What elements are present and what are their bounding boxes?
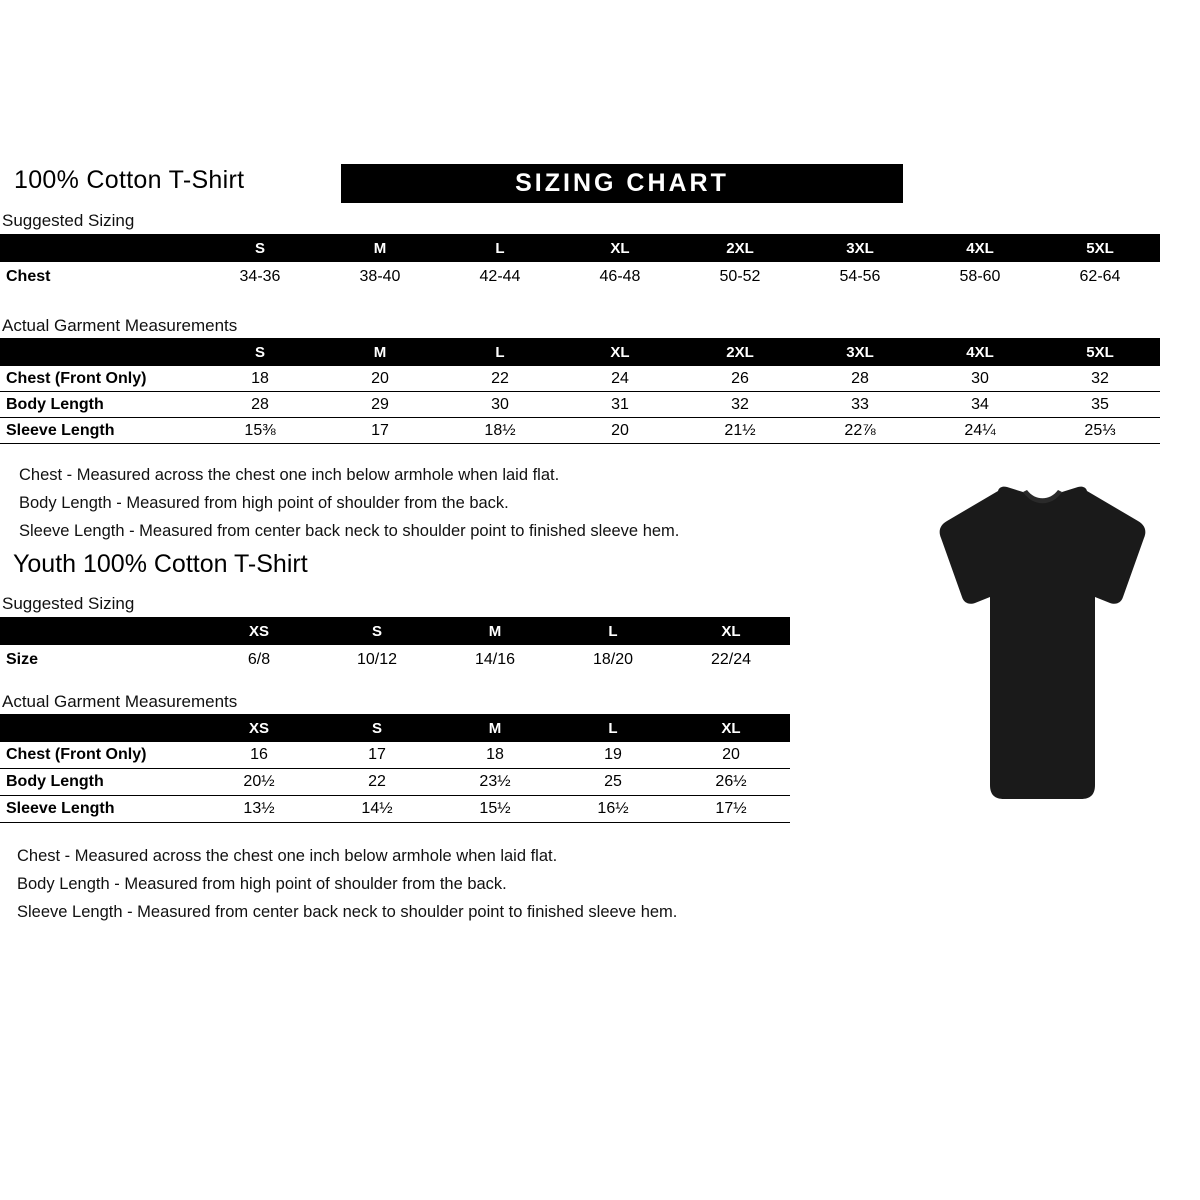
table-header-cell: S bbox=[318, 617, 436, 645]
table-header-cell: XS bbox=[200, 617, 318, 645]
youth-measurement-notes bbox=[17, 842, 677, 926]
table-header-row bbox=[0, 234, 1160, 262]
table-cell: 15½ bbox=[436, 796, 554, 823]
table-cell: 28 bbox=[200, 392, 320, 418]
table-cell: 30 bbox=[920, 366, 1040, 392]
sizing-chart-banner-text: SIZING CHART bbox=[515, 169, 729, 197]
table-header-cell: M bbox=[436, 617, 554, 645]
table-header-cell: 3XL bbox=[800, 234, 920, 262]
tshirt-illustration bbox=[895, 485, 1190, 815]
row-label: Chest (Front Only) bbox=[0, 742, 200, 769]
table-cell: 6/8 bbox=[247, 651, 271, 668]
table-cell: 25 bbox=[554, 769, 672, 796]
table-header-cell bbox=[0, 617, 200, 645]
table-cell: 14½ bbox=[318, 796, 436, 823]
table-header-cell: XL bbox=[560, 338, 680, 366]
youth-actual-measurements-table bbox=[0, 714, 790, 823]
table-cell: 18½ bbox=[440, 418, 560, 444]
row-label: Sleeve Length bbox=[0, 796, 200, 823]
table-cell: 16½ bbox=[554, 796, 672, 823]
table-cell: 34 bbox=[920, 392, 1040, 418]
note-line: Sleeve Length - Measured from center back neck to shoulder point to finished sleeve hem. bbox=[17, 903, 678, 921]
table-header-cell bbox=[0, 714, 200, 742]
table-header-cell: XS bbox=[200, 714, 318, 742]
table-header-cell: XL bbox=[560, 234, 680, 262]
table-header-row bbox=[0, 714, 790, 742]
table-header-cell: 3XL bbox=[800, 338, 920, 366]
table-header-row bbox=[0, 338, 1160, 366]
table-header-cell bbox=[0, 338, 200, 366]
table-cell: 17½ bbox=[672, 796, 790, 823]
table-cell: 32 bbox=[1040, 366, 1160, 392]
table-header-cell: 4XL bbox=[920, 234, 1040, 262]
youth-actual-measurements-label: Actual Garment Measurements bbox=[2, 692, 238, 711]
table-row bbox=[0, 366, 1160, 392]
table-cell: 30 bbox=[440, 392, 560, 418]
table-row bbox=[0, 645, 790, 675]
table-header-cell: XL bbox=[672, 714, 790, 742]
table-cell: 46-48 bbox=[599, 268, 641, 285]
row-label: Chest bbox=[6, 268, 51, 285]
table-cell: 50-52 bbox=[719, 268, 761, 285]
table-cell: 19 bbox=[554, 742, 672, 769]
adult-section-title: 100% Cotton T-Shirt bbox=[14, 166, 245, 194]
table-header-cell: 2XL bbox=[680, 338, 800, 366]
table-row bbox=[0, 262, 1160, 292]
table-header-row bbox=[0, 617, 790, 645]
table-cell: 23½ bbox=[436, 769, 554, 796]
adult-suggested-sizing-table bbox=[0, 234, 1160, 292]
table-cell: 18 bbox=[200, 366, 320, 392]
table-header-cell bbox=[0, 234, 200, 262]
note-line: Chest - Measured across the chest one inch below armhole when laid flat. bbox=[17, 847, 558, 865]
table-cell: 20 bbox=[320, 366, 440, 392]
table-cell: 58-60 bbox=[959, 268, 1001, 285]
table-row bbox=[0, 769, 790, 796]
adult-suggested-sizing-label: Suggested Sizing bbox=[2, 211, 135, 230]
youth-suggested-sizing-label: Suggested Sizing bbox=[2, 594, 135, 613]
table-cell: 22/24 bbox=[710, 651, 752, 668]
table-cell: 18 bbox=[436, 742, 554, 769]
table-header-cell: 5XL bbox=[1040, 338, 1160, 366]
table-cell: 24¼ bbox=[920, 418, 1040, 444]
table-cell: 29 bbox=[320, 392, 440, 418]
table-header-cell: L bbox=[440, 234, 560, 262]
row-label: Chest (Front Only) bbox=[0, 366, 200, 392]
table-cell: 38-40 bbox=[359, 268, 401, 285]
table-cell: 62-64 bbox=[1079, 268, 1121, 285]
tshirt-icon bbox=[895, 485, 1190, 815]
table-cell: 21½ bbox=[680, 418, 800, 444]
row-label: Size bbox=[6, 651, 39, 668]
row-label: Sleeve Length bbox=[0, 418, 200, 444]
table-header-cell: 5XL bbox=[1040, 234, 1160, 262]
table-row bbox=[0, 796, 790, 823]
table-header-cell: S bbox=[200, 338, 320, 366]
table-header-cell: M bbox=[436, 714, 554, 742]
table-cell: 20 bbox=[560, 418, 680, 444]
table-cell: 14/16 bbox=[474, 651, 516, 668]
table-cell: 31 bbox=[560, 392, 680, 418]
table-header-cell: L bbox=[554, 617, 672, 645]
table-cell: 26 bbox=[680, 366, 800, 392]
note-line: Sleeve Length - Measured from center back neck to shoulder point to finished sleeve hem. bbox=[19, 522, 680, 540]
table-header-cell: M bbox=[320, 234, 440, 262]
table-cell: 22 bbox=[440, 366, 560, 392]
sizing-chart-banner bbox=[341, 164, 903, 203]
table-row bbox=[0, 742, 790, 769]
table-cell: 16 bbox=[200, 742, 318, 769]
table-cell: 13½ bbox=[200, 796, 318, 823]
table-cell: 25⅓ bbox=[1040, 418, 1160, 444]
table-cell: 34-36 bbox=[239, 268, 281, 285]
table-cell: 22 bbox=[318, 769, 436, 796]
table-cell: 32 bbox=[680, 392, 800, 418]
table-header-cell: M bbox=[320, 338, 440, 366]
table-cell: 10/12 bbox=[356, 651, 398, 668]
youth-suggested-sizing-table bbox=[0, 617, 790, 675]
table-cell: 17 bbox=[318, 742, 436, 769]
youth-section-title: Youth 100% Cotton T-Shirt bbox=[13, 550, 308, 578]
note-line: Chest - Measured across the chest one inch below armhole when laid flat. bbox=[19, 466, 560, 484]
table-header-cell: 4XL bbox=[920, 338, 1040, 366]
table-cell: 15⅜ bbox=[200, 418, 320, 444]
table-cell: 20 bbox=[672, 742, 790, 769]
table-header-cell: L bbox=[440, 338, 560, 366]
table-header-cell: 2XL bbox=[680, 234, 800, 262]
table-cell: 20½ bbox=[200, 769, 318, 796]
table-cell: 17 bbox=[320, 418, 440, 444]
adult-actual-measurements-table bbox=[0, 338, 1160, 444]
table-header-cell: S bbox=[200, 234, 320, 262]
row-label: Body Length bbox=[0, 769, 200, 796]
note-line: Body Length - Measured from high point of shoulder from the back. bbox=[17, 875, 507, 893]
table-cell: 28 bbox=[800, 366, 920, 392]
table-header-cell: L bbox=[554, 714, 672, 742]
table-cell: 54-56 bbox=[839, 268, 881, 285]
adult-actual-measurements-label: Actual Garment Measurements bbox=[2, 316, 238, 335]
table-cell: 33 bbox=[800, 392, 920, 418]
table-cell: 35 bbox=[1040, 392, 1160, 418]
table-cell: 24 bbox=[560, 366, 680, 392]
table-cell: 22⅞ bbox=[800, 418, 920, 444]
table-cell: 18/20 bbox=[592, 651, 634, 668]
note-line: Body Length - Measured from high point of shoulder from the back. bbox=[19, 494, 509, 512]
table-header-cell: S bbox=[318, 714, 436, 742]
table-row bbox=[0, 392, 1160, 418]
adult-measurement-notes bbox=[19, 461, 679, 545]
row-label: Body Length bbox=[0, 392, 200, 418]
table-cell: 26½ bbox=[672, 769, 790, 796]
table-row bbox=[0, 418, 1160, 444]
table-cell: 42-44 bbox=[479, 268, 521, 285]
table-header-cell: XL bbox=[672, 617, 790, 645]
